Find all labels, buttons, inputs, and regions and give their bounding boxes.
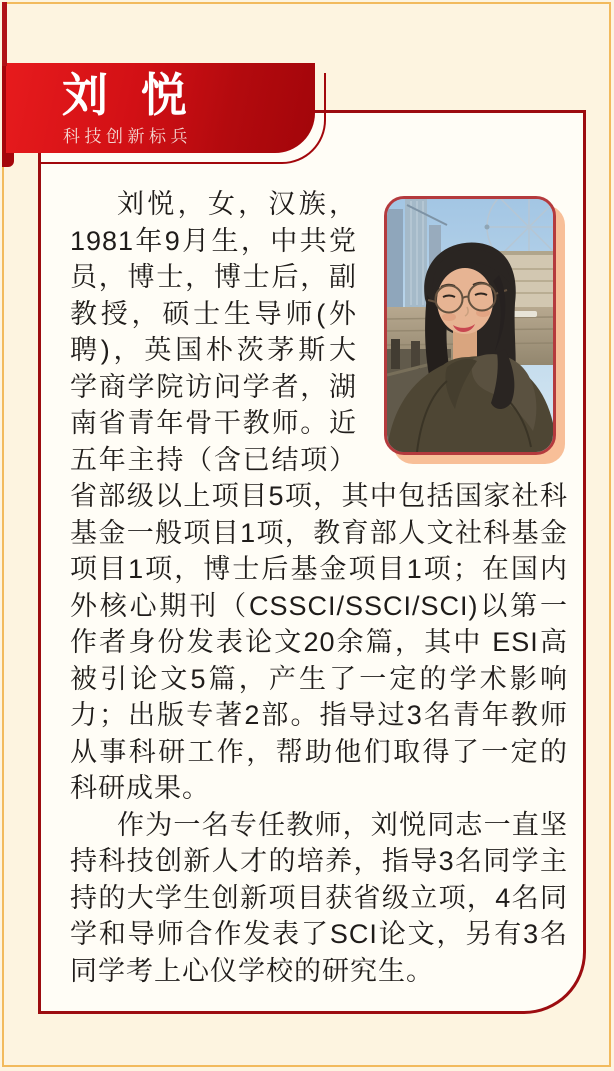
portrait-photo-wrap: [357, 186, 568, 463]
portrait-photo-illustration: [387, 199, 553, 452]
person-name: 刘 悦: [62, 69, 189, 121]
top-left-accent-bar: [2, 2, 7, 66]
person-title-badge: 科技创新标兵: [63, 127, 192, 146]
profile-text-area: [44, 116, 580, 1008]
profile-card: [38, 110, 586, 1014]
header-banner: [6, 63, 315, 153]
bio-paragraph-1: 刘悦，女，汉族，1981年9月生，中共党员，博士，博士后，副教授，硕士生导师(外聘)，英国朴茨茅斯大学商学院访问学者，湖南省青年骨干教师。近五年主持（含已结项）省部级以上项目5项，其中包括国家社科基金一般项目1项，教育部人文社科基金项目1项，博士后基金项目1项；在国内外核心期刊（CSSCI/SSCI/SCI)以第一作者身份发表论文20余篇，其中 ESI高被引论文5篇，产生了一定的学术影响力；出版专著2部。指导过3名青年教师从事科研工作，帮助他们取得了一定的科研成果。: [70, 189, 568, 803]
bio-paragraph-2: 作为一名专任教师，刘悦同志一直坚持科技创新人才的培养，指导3名同学主持的大学生创新项目获省级立项，4名同学和导师合作发表了SCI论文，另有3名同学考上心仪学校的研究生。: [70, 809, 568, 986]
portrait-photo: [384, 196, 556, 455]
